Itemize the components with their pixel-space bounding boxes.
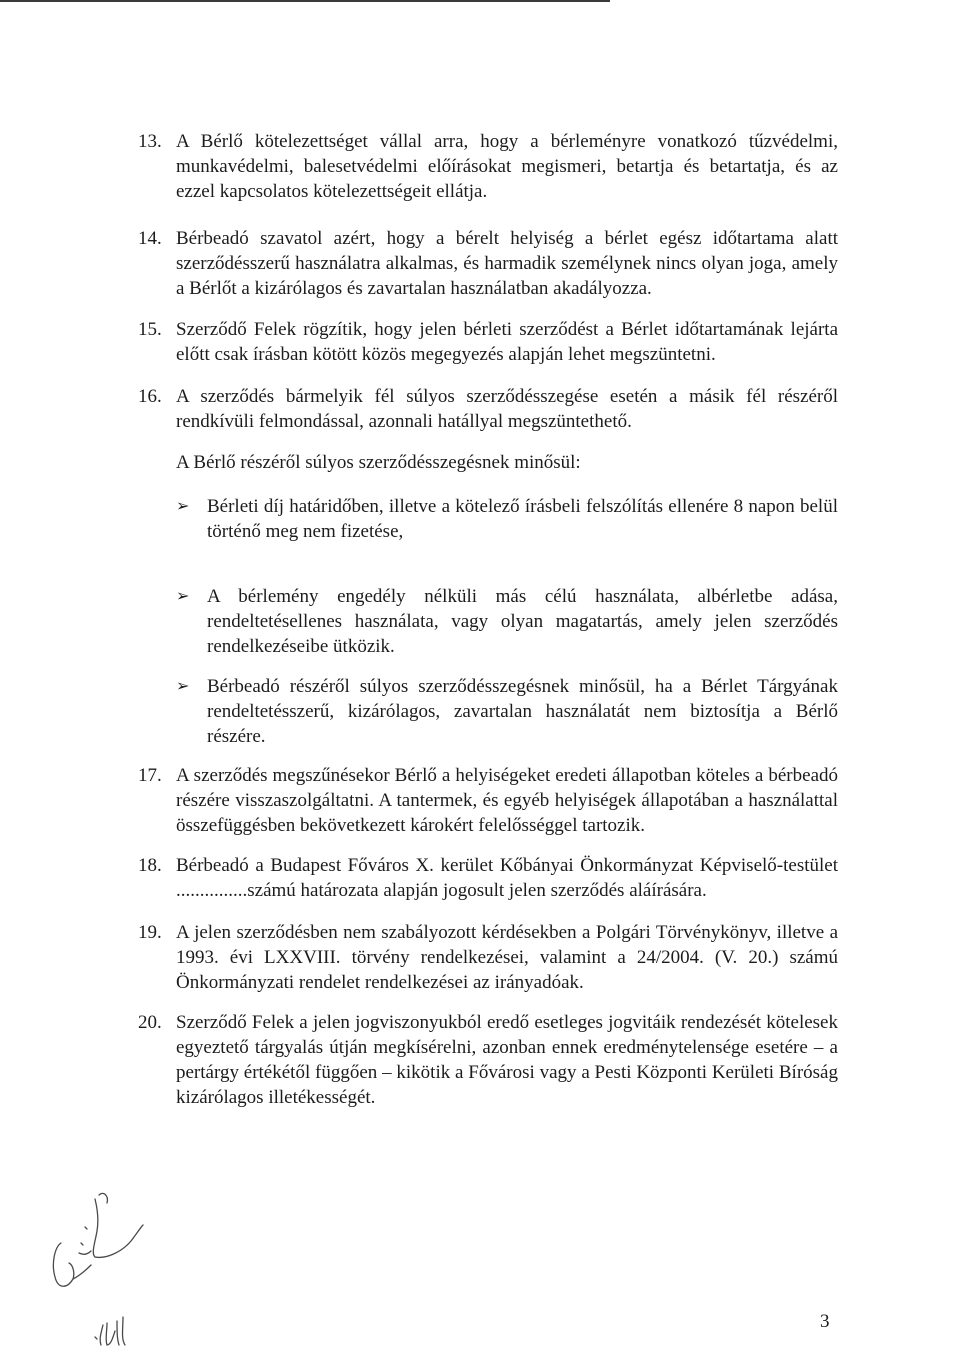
clause-20 (138, 1010, 838, 1110)
clause-13 (138, 129, 838, 204)
arrow-bullet-icon: ➢ (176, 678, 190, 695)
breach-bullet-2 (176, 584, 838, 659)
breach-bullet-3 (176, 674, 838, 749)
clause-18 (138, 853, 838, 903)
clause-19 (138, 920, 838, 995)
clause-number: 16. (138, 386, 162, 407)
page-number: 3 (820, 1311, 830, 1332)
clause-text: A Bérlő kötelezettséget vállal arra, hogy a bérleményre vonatkozó tűzvédelmi, munkavédelmi, balesetvédelmi előírásokat megismeri, betartja és betartatja, és az ezzel kapcsolatos kötelezettségeit ellátja. (176, 131, 838, 202)
clause-17 (138, 763, 838, 838)
arrow-bullet-icon: ➢ (176, 498, 190, 515)
clause-number: 15. (138, 319, 162, 340)
clause-number: 14. (138, 228, 162, 249)
clause-text: Bérbeadó szavatol azért, hogy a bérelt helyiség a bérlet egész időtartama alatt szerződésszerű használatra alkalmas, és harmadik személynek nincs olyan joga, amely a Bérlőt a kizárólagos és zavartalan használatban akadályozza. (176, 228, 838, 299)
arrow-bullet-icon: ➢ (176, 588, 190, 605)
bullet-text: A bérlemény engedély nélküli más célú használata, albérletbe adása, rendeltetésellenes használata, vagy olyan magatartás, amely jelen szerződés rendelkezéseibe ütközik. (207, 586, 838, 657)
clause-number: 13. (138, 131, 162, 152)
bullet-text: Bérleti díj határidőben, illetve a kötelező írásbeli felszólítás ellenére 8 napon belül történő meg nem fizetése, (207, 496, 838, 542)
clause-16 (138, 384, 838, 434)
clause-text: A jelen szerződésben nem szabályozott kérdésekben a Polgári Törvénykönyv, illetve a 1993. évi LXXVIII. törvény rendelkezései, valamint a 24/2004. (V. 20.) számú Önkormányzati rendelet rendelkezései az irányadóak. (176, 922, 838, 993)
clause-number: 20. (138, 1012, 162, 1033)
clause-text: Szerződő Felek rögzítik, hogy jelen bérleti szerződést a Bérlet időtartamának lejárta előtt csak írásban kötött közös megegyezés alapján lehet megszüntetni. (176, 319, 838, 365)
clause-number: 17. (138, 765, 162, 786)
clause-15 (138, 317, 838, 367)
clause-text: Bérbeadó a Budapest Főváros X. kerület Kőbányai Önkormányzat Képviselő-testület ...............számú határozata alapján jogosult jelen szerződés aláírására. (176, 855, 838, 901)
bullet-text: Bérbeadó részéről súlyos szerződésszegésnek minősül, ha a Bérlet Tárgyának rendeltetésszerű, kizárólagos, zavartalan használatát nem biztosítja a Bérlő részére. (207, 676, 838, 747)
breach-intro-line: A Bérlő részéről súlyos szerződésszegésnek minősül: (176, 452, 581, 473)
clause-number: 19. (138, 922, 162, 943)
clause-number: 18. (138, 855, 162, 876)
clause-text: Szerződő Felek a jelen jogviszonyukból eredő esetleges jogvitáik rendezését kötelesek egyeztető tárgyalás útján megkísérelni, azonban ennek eredménytelensége esetére – a pertárgy értékétől függően – kikötik a Fővárosi vagy a Pesti Központi Kerületi Bíróság kizárólagos illetékességét. (176, 1012, 838, 1108)
clause-text: A szerződés bármelyik fél súlyos szerződésszegése esetén a másik fél részéről rendkívüli felmondással, azonnali hatállyal megszüntethető. (176, 386, 838, 432)
handwritten-initials-signature (25, 1185, 175, 1357)
clause-text: A szerződés megszűnésekor Bérlő a helyiségeket eredeti állapotban köteles a bérbeadó részére visszaszolgáltatni. A tantermek, és egyéb helyiségek állapotában a használattal összefüggésben bekövetkezett károkért felelősséggel tartozik. (176, 765, 838, 836)
clause-14 (138, 226, 838, 301)
breach-bullet-1 (176, 494, 838, 544)
